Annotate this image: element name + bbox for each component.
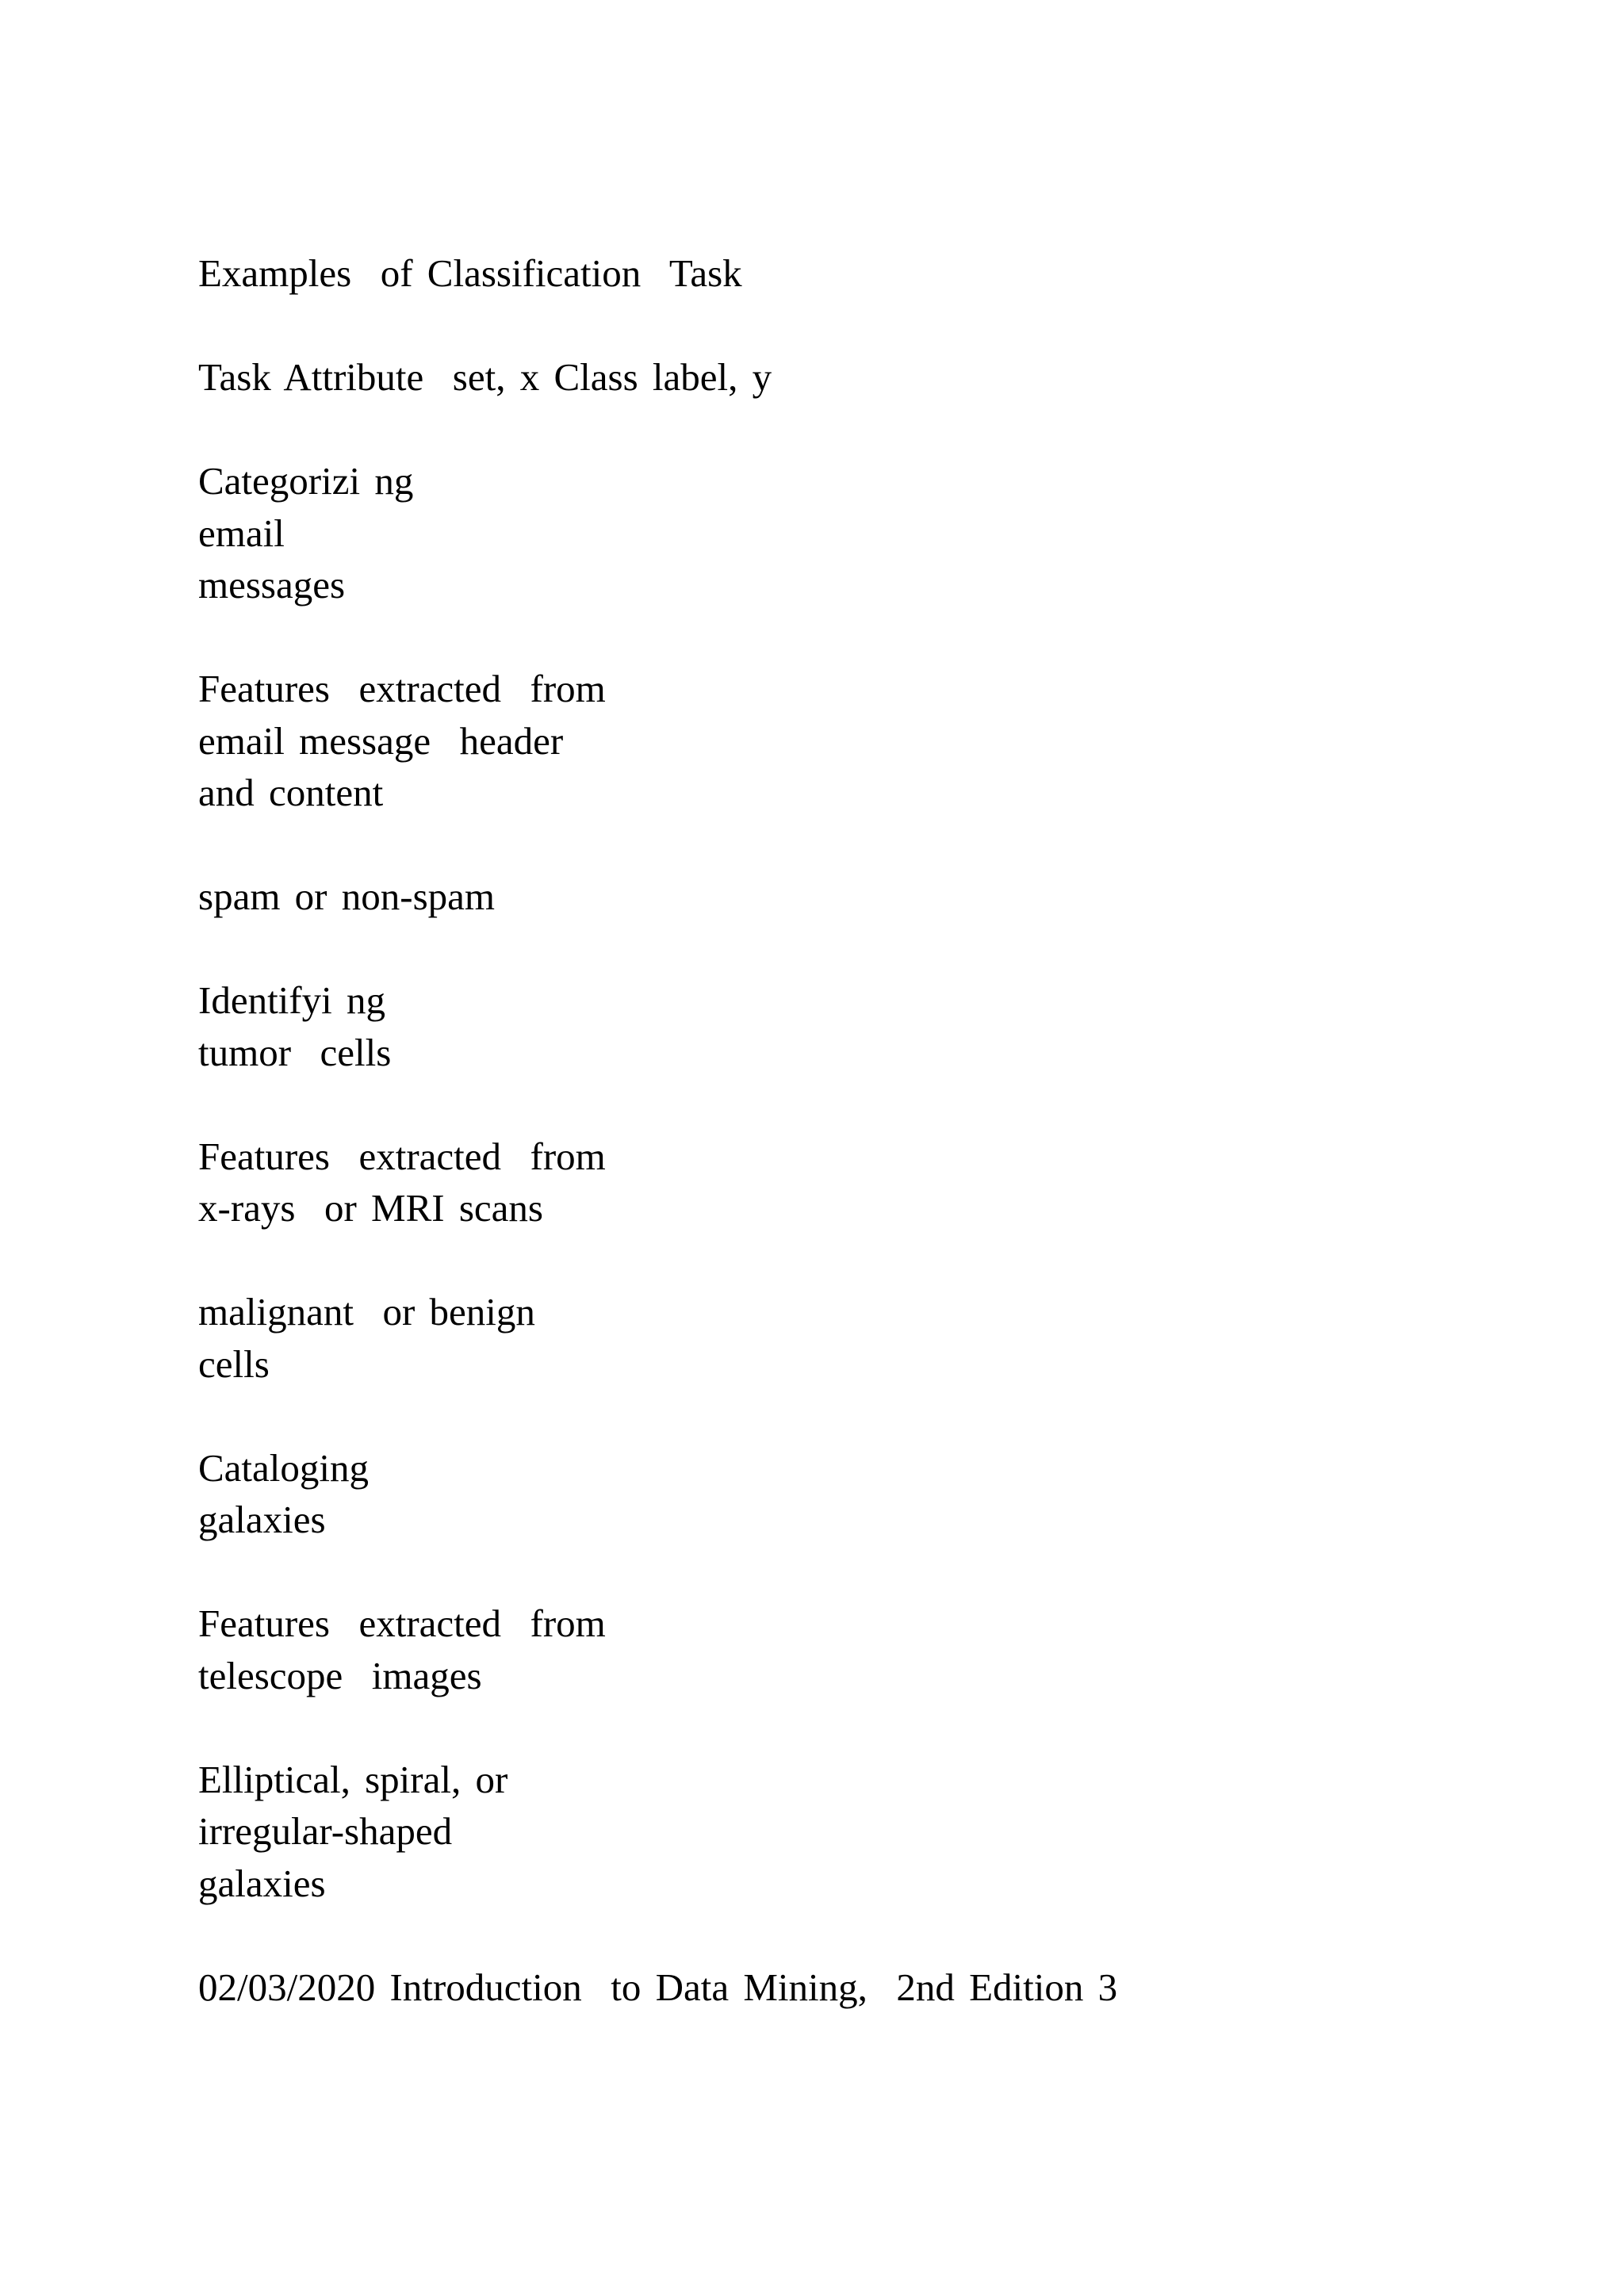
text-line: 02/03/2020 Introduction to Data Mining, 2nd Edition 3 xyxy=(198,1965,1118,2009)
class-label-cell xyxy=(198,1754,1546,1910)
attribute-cell xyxy=(198,663,1546,819)
slide-footer xyxy=(198,1961,1546,2014)
task-cell xyxy=(198,455,1546,611)
text-line: spam or non-spam xyxy=(198,874,495,918)
text-line: Features extracted from xyxy=(198,667,606,710)
text-line: galaxies xyxy=(198,1861,326,1905)
document-body xyxy=(198,247,1546,2013)
text-line: Cataloging xyxy=(198,1445,370,1490)
table-header xyxy=(198,351,1546,404)
text-line: messages xyxy=(198,563,346,607)
text-line: Examples of Classification Task xyxy=(198,251,742,295)
text-line: irregular-shaped xyxy=(198,1809,453,1853)
text-line: Task Attribute set, x Class label, y xyxy=(198,355,772,399)
text-line: Features extracted from xyxy=(198,1134,606,1178)
text-line: Features extracted from xyxy=(198,1601,606,1645)
text-line: Elliptical, spiral, or xyxy=(198,1757,508,1801)
attribute-cell xyxy=(198,1598,1546,1701)
slide-title xyxy=(198,247,1546,300)
task-cell xyxy=(198,1442,1546,1546)
text-line: telescope images xyxy=(198,1653,482,1697)
text-line: x-rays or MRI scans xyxy=(198,1186,543,1230)
text-line: galaxies xyxy=(198,1498,326,1541)
class-label-cell xyxy=(198,871,1546,923)
text-line: and content xyxy=(198,771,384,814)
text-line: email message header xyxy=(198,718,564,763)
class-label-cell xyxy=(198,1286,1546,1390)
text-line: Identifyi ng xyxy=(198,978,385,1022)
attribute-cell xyxy=(198,1131,1546,1234)
text-line: tumor cells xyxy=(198,1030,392,1074)
task-cell xyxy=(198,974,1546,1078)
text-line: email xyxy=(198,511,285,555)
text-line: malignant or benign xyxy=(198,1290,535,1334)
text-line: Categorizi ng xyxy=(198,459,414,503)
text-line: cells xyxy=(198,1341,270,1386)
